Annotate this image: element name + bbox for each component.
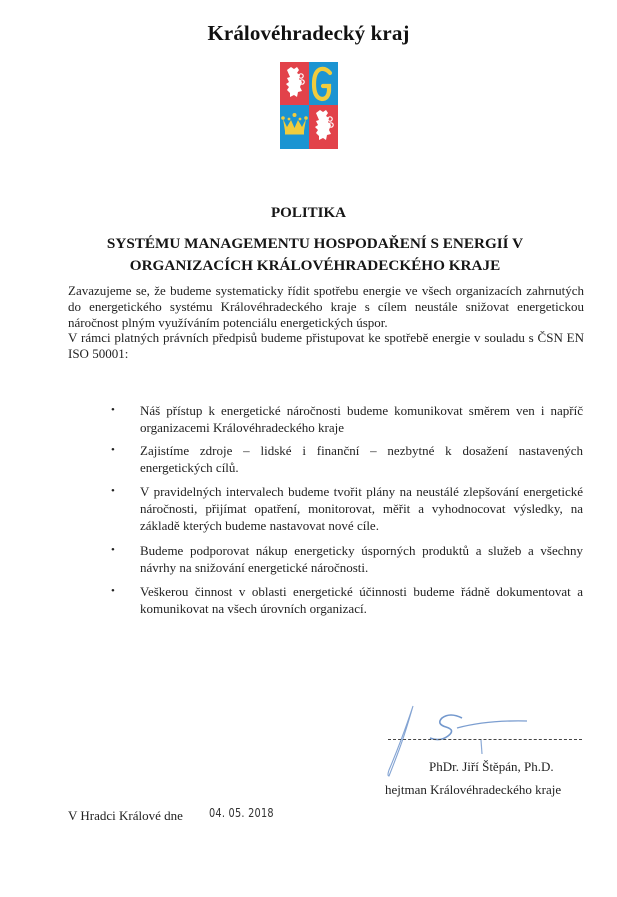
signer-name: PhDr. Jiří Štěpán, Ph.D.	[429, 759, 554, 774]
bullet-icon: •	[111, 544, 115, 556]
commitment-text: V pravidelných intervalech budeme tvořit plány na neustálé zlepšování energetické náročnosti, přijímat opatření, monitorovat, měřit a vyhodnocovat výsledky, na základě kterých budeme nastavovat nové cíle.	[140, 484, 583, 533]
commitment-text: Veškerou činnost v oblasti energetické účinnosti budeme řádně dokumentovat a komunikovat na všech úrovních organizací.	[140, 584, 583, 616]
signature-block	[385, 700, 595, 810]
commitment-text: Budeme podporovat nákup energeticky úsporných produktů a služeb a všechny návrhy na snižování energetické náročnosti.	[140, 543, 583, 575]
commitment-text: Zajistíme zdroje – lidské i finanční – nezbytné k dosažení nastavených energetických cílů.	[140, 443, 583, 475]
page-heading: Královéhradecký kraj	[207, 21, 410, 45]
place-date-label: V Hradci Králové dne	[68, 808, 183, 823]
signature-line	[388, 739, 582, 740]
intro-paragraph-1: Zavazujeme se, že budeme systematicky řídit spotřebu energie ve všech organizacích zahrnutých do energetického systému Královéhradeckého kraje s cílem neustále snižovat energetickou náročnost plným využíváním potenciálu energetických úspor.	[68, 283, 584, 330]
signer-role: hejtman Královéhradeckého kraje	[385, 782, 562, 797]
bullet-icon: •	[111, 485, 115, 497]
policy-subtitle	[0, 233, 617, 277]
list-item	[111, 442, 583, 476]
bullet-icon: •	[111, 404, 115, 416]
list-item	[111, 583, 583, 617]
policy-subtitle-line-2: ORGANIZACÍCH KRÁLOVÉHRADECKÉHO KRAJE	[129, 257, 501, 274]
bullet-icon: •	[111, 444, 115, 456]
list-item	[111, 402, 583, 436]
intro-text	[68, 283, 584, 362]
intro-paragraph-2: V rámci platných právních předpisů budeme přistupovat ke spotřebě energie v souladu s ČSN EN ISO 50001:	[68, 330, 584, 362]
commitment-text: Náš přístup k energetické náročnosti budeme komunikovat směrem ven i napříč organizacemi Královéhradeckého kraje	[140, 403, 583, 435]
date-stamp: 04. 05. 2018	[209, 805, 274, 820]
coat-of-arms-icon	[280, 62, 338, 149]
bullet-icon: •	[111, 585, 115, 597]
list-item	[111, 542, 583, 576]
policy-title: POLITIKA	[270, 205, 346, 221]
list-item	[111, 483, 583, 534]
policy-subtitle-line-1: SYSTÉMU MANAGEMENTU HOSPODAŘENÍ S ENERGIÍ V	[106, 235, 524, 252]
